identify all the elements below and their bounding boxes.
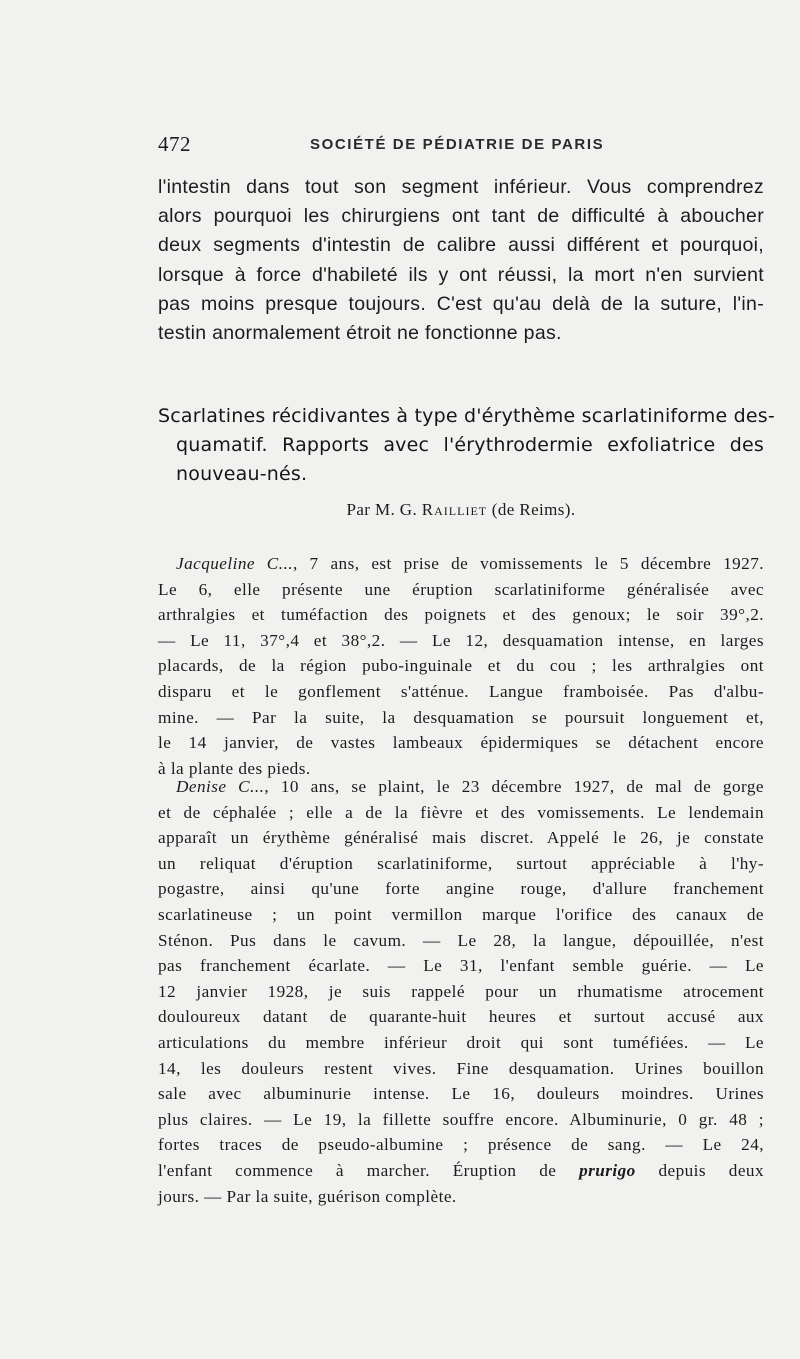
byline-author: Railliet bbox=[421, 500, 488, 519]
intro-paragraph bbox=[158, 173, 764, 348]
text-line: scarlatineuse ; un point vermillon marque l'orifice des canaux de bbox=[158, 904, 764, 924]
text-line: sale avec albuminurie intense. Le 16, douleurs moindres. Urines bbox=[158, 1084, 764, 1104]
text-line: l'intestin dans tout son segment inférieur. Vous comprendrez bbox=[158, 176, 764, 198]
page-header bbox=[158, 132, 764, 158]
text-line: Denise C..., 10 ans, se plaint, le 23 décembre 1927, de mal de gorge bbox=[176, 777, 764, 796]
patient-name: Denise C... bbox=[176, 777, 265, 796]
text-line: un reliquat d'éruption scarlatiniforme, surtout appréciable à l'hy- bbox=[158, 853, 764, 873]
text-line: plus claires. — Le 19, la fillette souffre encore. Albuminurie, 0 gr. 48 ; bbox=[158, 1109, 764, 1129]
text-line: Le 6, elle présente une éruption scarlatiniforme généralisée avec bbox=[158, 579, 764, 599]
text-line: Jacqueline C..., 7 ans, est prise de vomissements le 5 décembre 1927. bbox=[176, 554, 764, 573]
title-line: quamatif. Rapports avec l'érythrodermie exfoliatrice des bbox=[176, 434, 764, 456]
text-line: 14, les douleurs restent vives. Fine desquamation. Urines bouillon bbox=[158, 1058, 764, 1078]
text-line: jours. — Par la suite, guérison complète. bbox=[158, 1186, 457, 1206]
text-line: disparu et le gonflement s'atténue. Langue framboisée. Pas d'albu- bbox=[158, 681, 764, 701]
running-head: SOCIÉTÉ DE PÉDIATRIE DE PARIS bbox=[310, 136, 605, 153]
case-paragraph-jacqueline bbox=[158, 551, 764, 781]
page-number: 472 bbox=[158, 132, 191, 156]
text-line: testin anormalement étroit ne fonctionne pas. bbox=[158, 322, 562, 345]
article-title bbox=[158, 402, 775, 489]
text-line: — Le 11, 37°,4 et 38°,2. — Le 12, desquamation intense, en larges bbox=[158, 630, 764, 650]
text-line: pas franchement écarlate. — Le 31, l'enfant semble guérie. — Le bbox=[158, 956, 764, 976]
title-line: Scarlatines récidivantes à type d'érythème scarlatiniforme des- bbox=[158, 405, 775, 427]
text-line: pogastre, ainsi qu'une forte angine rouge, d'allure franchement bbox=[158, 879, 764, 899]
text-line: arthralgies et tuméfaction des poignets et des genoux; le soir 39°,2. bbox=[158, 605, 764, 625]
text-line: fortes traces de pseudo-albumine ; présence de sang. — Le 24, bbox=[158, 1135, 764, 1155]
text-line: à la plante des pieds. bbox=[158, 758, 311, 778]
case-paragraph-denise bbox=[158, 774, 764, 1209]
text-line: placards, de la région pubo-inguinale et du cou ; les arthralgies ont bbox=[158, 656, 764, 676]
byline-suffix: (de Reims). bbox=[487, 500, 576, 519]
text-line: et de céphalée ; elle a de la fièvre et des vomissements. Le lendemain bbox=[158, 802, 764, 822]
text-line: l'enfant commence à marcher. Éruption de prurigo depuis deux bbox=[158, 1160, 764, 1180]
text-line: le 14 janvier, de vastes lambeaux épidermiques se détachent encore bbox=[158, 733, 764, 753]
text-line: douloureux datant de quarante-huit heures et surtout accusé aux bbox=[158, 1007, 764, 1027]
emphasis-prurigo: prurigo bbox=[579, 1160, 636, 1180]
text-line: alors pourquoi les chirurgiens ont tant de difficulté à aboucher bbox=[158, 205, 764, 228]
title-line: nouveau-nés. bbox=[176, 463, 308, 485]
text-line: lorsque à force d'habileté ils y ont réussi, la mort n'en survient bbox=[158, 263, 764, 286]
text-line: pas moins presque toujours. C'est qu'au delà de la suture, l'in- bbox=[158, 292, 764, 315]
text-line: articulations du membre inférieur droit qui sont tuméfiées. — Le bbox=[158, 1032, 764, 1052]
byline bbox=[158, 500, 764, 520]
text-line: mine. — Par la suite, la desquamation se poursuit longuement et, bbox=[158, 707, 764, 727]
text-line: Sténon. Pus dans le cavum. — Le 28, la langue, dépouillée, n'est bbox=[158, 930, 764, 950]
byline-prefix: Par M. G. bbox=[346, 500, 422, 519]
patient-name: Jacqueline C... bbox=[176, 554, 293, 573]
text-line: deux segments d'intestin de calibre aussi différent et pourquoi, bbox=[158, 234, 764, 257]
text-line: 12 janvier 1928, je suis rappelé pour un rhumatisme atrocement bbox=[158, 981, 764, 1001]
text-line: apparaît un érythème généralisé mais discret. Appelé le 26, je constate bbox=[158, 828, 764, 848]
